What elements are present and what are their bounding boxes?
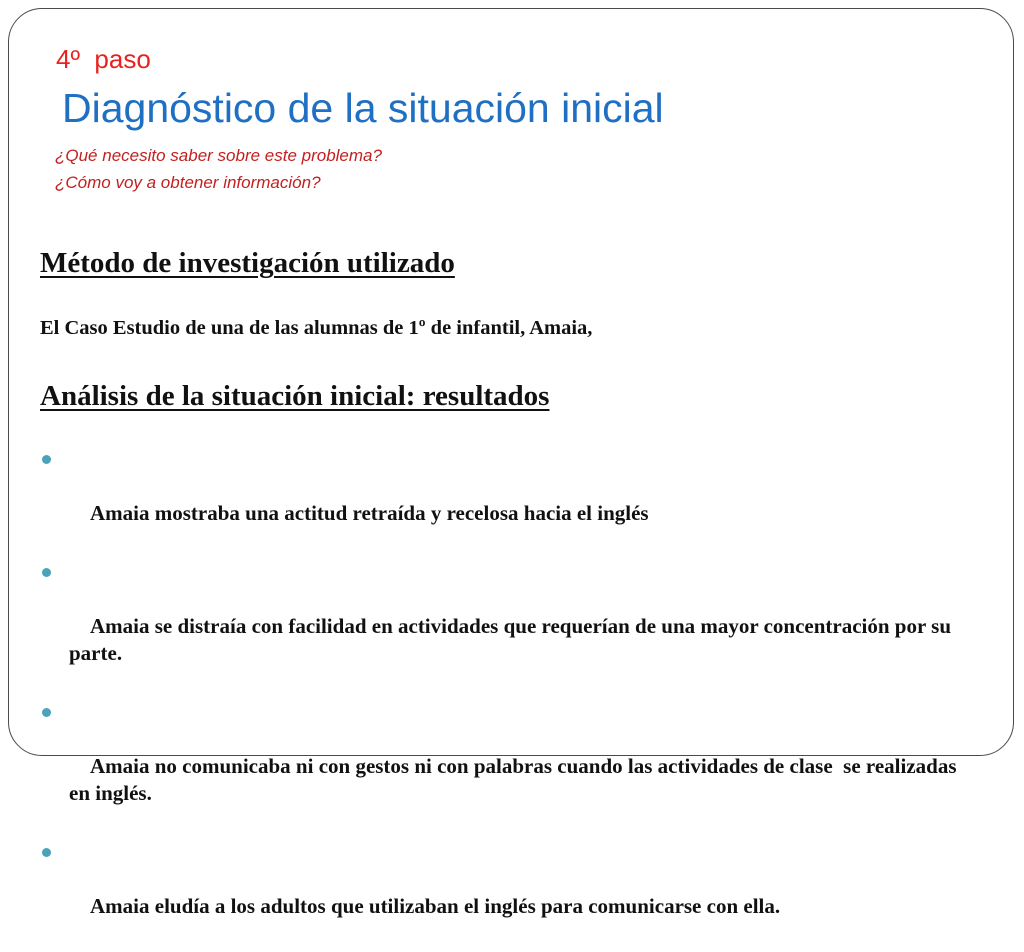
results-list [40,446,980,952]
step-label: 4º paso [56,44,151,74]
method-heading: Método de investigación utilizado [40,247,455,279]
result-item [40,559,980,694]
question-2: ¿Cómo voy a obtener información? [55,173,321,192]
result-item [40,839,980,947]
result-item [40,446,980,554]
bullet-dot-icon [42,848,51,857]
analysis-heading: Análisis de la situación inicial: resultados [40,380,550,412]
bullet-dot-icon [42,455,51,464]
result-item-text: Amaia mostraba una actitud retraída y recelosa hacia el inglés [90,501,649,525]
result-item-text: Amaia no comunicaba ni con gestos ni con palabras cuando las actividades de clase se realizadas en inglés. [69,754,962,805]
method-text: El Caso Estudio de una de las alumnas de 1º de infantil, Amaia, [40,317,593,339]
bullet-dot-icon [42,568,51,577]
result-item-text: Amaia eludía a los adultos que utilizaban el inglés para comunicarse con ella. [90,894,781,918]
slide-title: Diagnóstico de la situación inicial [62,85,664,131]
question-1: ¿Qué necesito saber sobre este problema? [55,146,382,165]
result-item [40,699,980,834]
result-item-text: Amaia se distraía con facilidad en actividades que requerían de una mayor concentración por su parte. [69,614,957,665]
bullet-dot-icon [42,708,51,717]
